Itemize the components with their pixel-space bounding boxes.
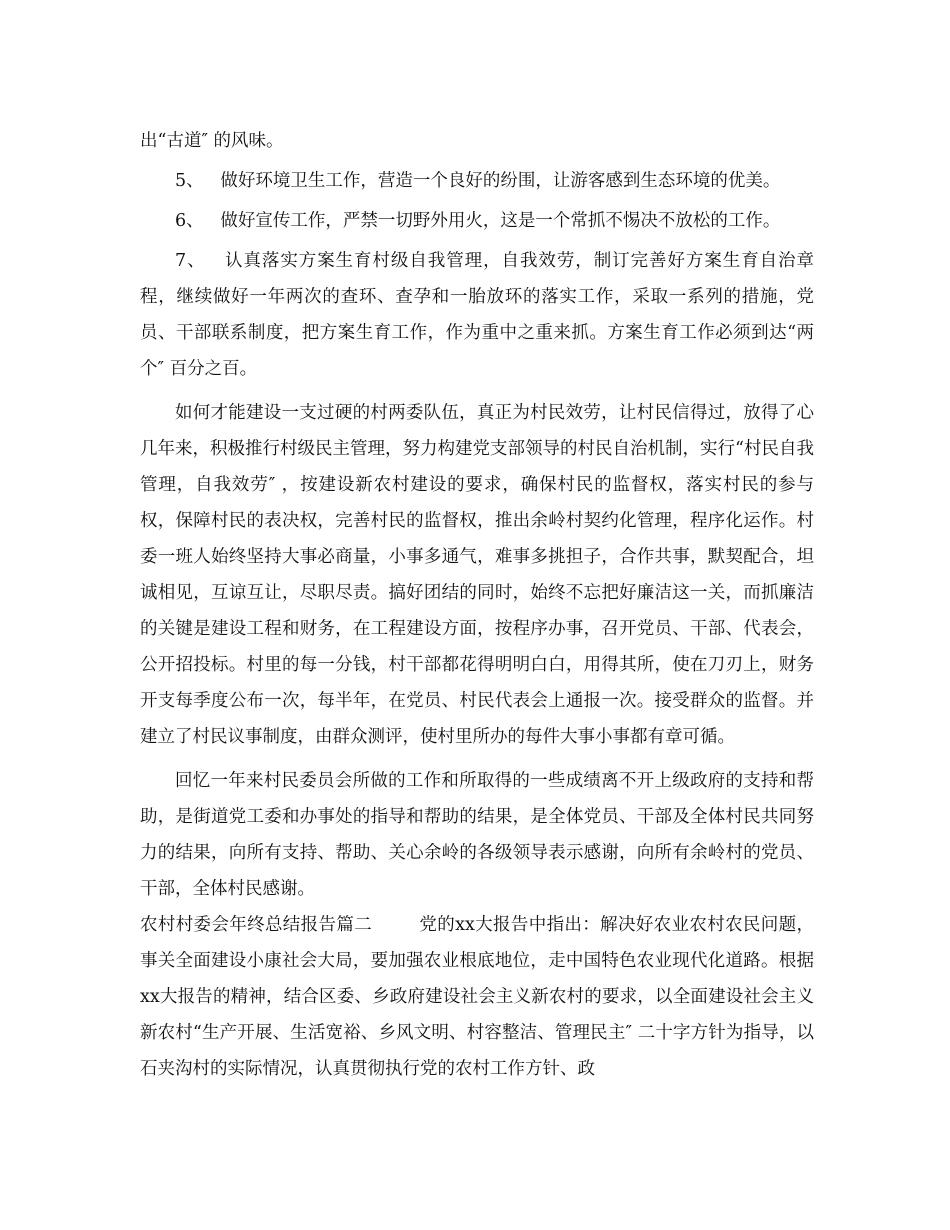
item-number: 5、: [175, 171, 204, 191]
body-paragraph: 如何才能建设一支过硬的村两委队伍，真正为村民效劳，让村民信得过，放得了心几年来，积极推行村级民主管理，努力构建党支部领导的村民自治机制，实行“村民自我管理，自我效劳″ ，按建设新农村建设的要求，确保村民的监督权，落实村民的参与权，保障村民的表决权，完善村民的监督权，推出余岭村契约化管理，程序化运作。村委一班人始终坚持大事必商量，小事多通气，难事多挑担子，合作共事，默契配合，坦诚相见，互谅互让，尽职尽责。搞好团结的同时，始终不忘把好廉洁这一关，而抓廉洁的关键是建设工程和财务，在工程建设方面，按程序办事，召开党员、干部、代表会，公开招投标。村里的每一分钱，村干部都花得明明白白，用得其所，使在刀刃上，财务开支每季度公布一次，每半年，在党员、村民代表会上通报一次。接受群众的监督。并建立了村民议事制度，由群众测评，使村里所办的每件大事小事都有章可循。: [140, 403, 814, 747]
document-page: [140, 123, 814, 1087]
section-title: 农村村委会年终总结报告篇二: [140, 915, 373, 935]
item-number: 7、: [175, 251, 206, 271]
item-text: 做好宣传工作，严禁一切野外用火，这是一个常抓不惕决不放松的工作。: [220, 211, 781, 231]
item-text: 做好环境卫生工作，营造一个良好的纷围，让游客感到生态环境的优美。: [220, 171, 781, 191]
list-item: [140, 243, 814, 387]
item-text: 认真落实方案生育村级自我管理，自我效劳，制订完善好方案生育自治章程，继续做好一年两次的查环、查孕和一胎放环的落实工作，采取一系列的措施，党员、干部联系制度，把方案生育工作，作为重中之重来抓。方案生育工作必须到达“两个″ 百分之百。: [140, 251, 814, 379]
list-item: [140, 163, 814, 199]
continuation-text: 出“古道″ 的风味。: [140, 131, 284, 151]
body-paragraph: 回忆一年来村民委员会所做的工作和所取得的一些成绩离不开上级政府的支持和帮助，是街道党工委和办事处的指导和帮助的结果，是全体党员、干部及全体村民共同努力的结果，向所有支持、帮助、关心余岭的各级领导表示感谢，向所有余岭村的党员、干部，全体村民感谢。: [140, 771, 814, 899]
item-number: 6、: [175, 211, 204, 231]
list-item: [140, 203, 814, 239]
section-paragraph: [140, 907, 814, 1087]
section-body: 党的xx大报告中指出：解决好农业农村农民问题，事关全面建设小康社会大局，要加强农业根底地位，走中国特色农业现代化道路。根据xx大报告的精神，结合区委、乡政府建设社会主义新农村的要求，以全面建设社会主义新农村“生产开展、生活宽裕、乡风文明、村容整洁、管理民主″ 二十字方针为指导，以石夹沟村的实际情况，认真贯彻执行党的农村工作方针、政: [140, 915, 814, 1079]
